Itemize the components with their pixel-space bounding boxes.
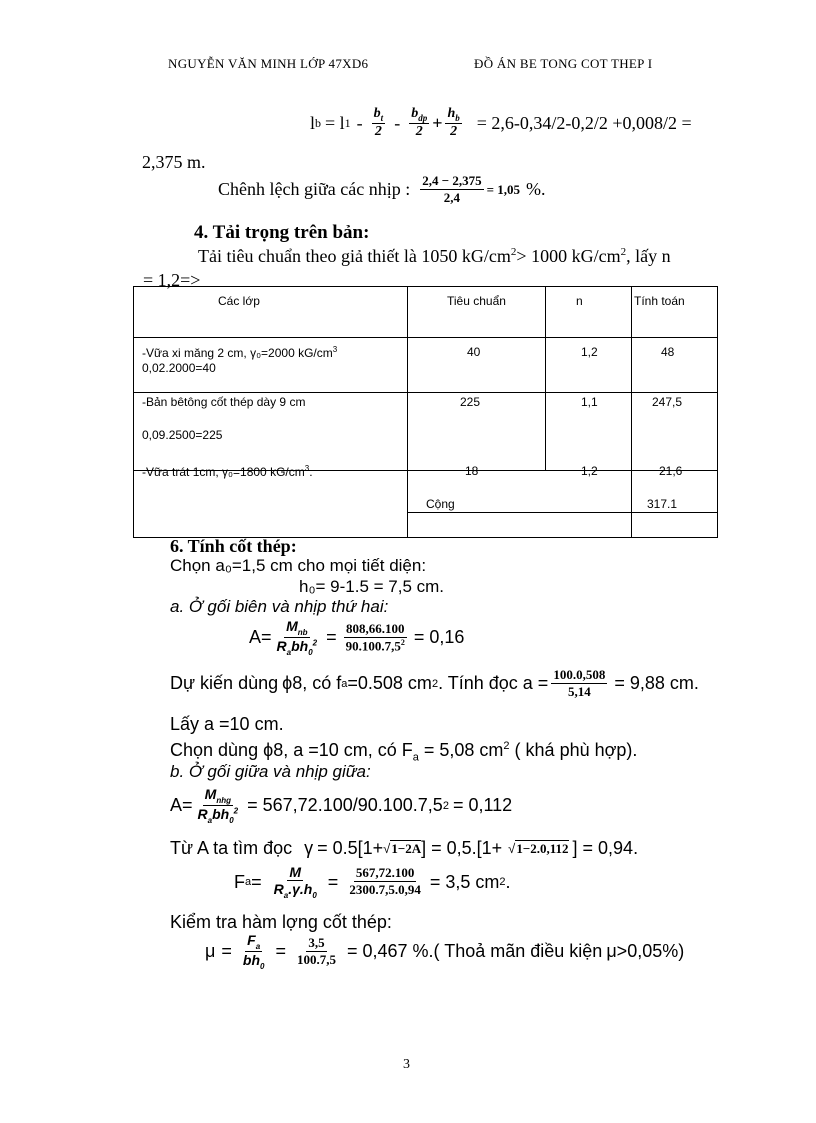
row2-standard: 225 — [460, 395, 481, 409]
span-diff-label: Chênh lệch giữa các nhịp : — [218, 179, 411, 200]
table-hline-1 — [133, 337, 718, 338]
A2-den-sup: 2 — [233, 806, 239, 816]
A2-lhs: A= — [170, 795, 193, 816]
A1-den-sub: a — [286, 647, 292, 657]
mu-vnum: 3,5 — [308, 934, 325, 950]
row1-desc — [142, 345, 337, 360]
choose-line — [170, 740, 637, 764]
part-b-title: b. Ở gối giữa và nhịp giữa: — [170, 762, 371, 781]
bdp-sub: dp — [418, 112, 428, 123]
row2-n: 1,1 — [581, 395, 598, 409]
row1-computed: 48 — [661, 345, 675, 359]
row1-standard: 40 — [467, 345, 481, 359]
choose-c: = 5,08 cm — [418, 740, 504, 760]
section-6-title: 6. Tính cốt thép: — [170, 536, 297, 556]
bt-num: b — [373, 106, 381, 121]
choose-b: 8, a =10 cm, có F — [273, 740, 413, 760]
gamma-a: Từ A ta tìm đọc — [170, 838, 293, 858]
A1-vnum: 808,66.100 — [346, 620, 405, 636]
th-layers: Các lớp — [218, 294, 260, 308]
th-computed: Tính toán — [634, 294, 685, 308]
a0-line: Chọn a₀=1,5 cm cho mọi tiết diện: — [170, 556, 427, 575]
mu-vden: 100.7,5 — [296, 951, 336, 967]
A2-den-sub: a — [207, 815, 213, 825]
A1-den-sup: 2 — [312, 638, 318, 648]
phi8-line — [170, 668, 699, 700]
phi8-a: Dự kiến dùng — [170, 673, 279, 694]
bt-sub: t — [380, 112, 384, 123]
row3-desc-a: -Vữa trát 1cm, γ₀=1800 kG/cm — [142, 465, 305, 479]
Fa-frac — [272, 864, 319, 900]
lb-lhs: l — [310, 112, 316, 133]
bt-den: 2 — [374, 124, 382, 140]
mu-den: bh — [242, 951, 260, 968]
span-diff-frac — [420, 174, 483, 206]
A1-lhs: A= — [249, 627, 272, 648]
A1-result: = 0,16 — [413, 627, 465, 648]
hb-num: h — [447, 106, 456, 121]
Fa-result-tail: . — [505, 871, 511, 892]
row2-desc: -Bản bêtông cốt thép dày 9 cm — [142, 395, 306, 409]
header-author: NGUYỄN VĂN MINH LỚP 47XD6 — [168, 56, 369, 71]
span-diff-result: = 1,05 — [486, 181, 521, 197]
A2-den-tail: bh — [212, 805, 230, 822]
lb-eq: = l — [325, 112, 345, 133]
span-diff-num: 2,4 − 2,375 — [422, 173, 482, 188]
Fa-lhs: F — [234, 871, 245, 892]
phi8-b: 8, có f — [292, 673, 342, 694]
mu-num: F — [247, 932, 256, 948]
mu-frac — [241, 932, 267, 971]
span-diff-unit: %. — [526, 179, 546, 200]
A2-result-sup: 2 — [442, 799, 449, 812]
total-value: 317.1 — [647, 497, 678, 511]
A2-result: = 567,72.100/90.100.7,5 — [247, 795, 443, 816]
A1-frac — [275, 618, 320, 657]
lb-result: = 2,6-0,34/2-0,2/2 +0,008/2 = — [476, 112, 692, 133]
mu-eq: = — [221, 941, 232, 962]
frac-hb — [445, 106, 461, 141]
mu-eq-2: = — [275, 941, 286, 962]
th-standard: Tiêu chuẩn — [447, 294, 506, 308]
s4-line1b: > 1000 kG/cm — [516, 246, 621, 266]
mu-result: = 0,467 %.( Thoả mãn điều kiện — [346, 941, 603, 962]
Fa-result: = 3,5 cm — [429, 871, 500, 892]
choose-d: ( khá phù hợp). — [509, 740, 638, 760]
Fa-den-tail-sub: 0 — [312, 890, 317, 900]
s4-line1a: Tải tiêu chuẩn theo giả thiết là 1050 kG/cm — [198, 246, 511, 266]
section-4-line2: = 1,2=> — [143, 270, 201, 290]
minus-1: - — [356, 112, 363, 133]
table-hline-4 — [407, 512, 718, 513]
lb-lhs-sub: b — [315, 115, 322, 130]
row1-calc: 0,02.2000=40 — [142, 361, 216, 375]
span-diff-den: 2,4 — [443, 189, 461, 205]
gamma-symbol: γ — [304, 838, 314, 858]
header-project-title: ĐỒ ÁN BE TONG COT THEP I — [474, 56, 653, 71]
Fa-formula — [234, 864, 510, 900]
phi8-sup: 2 — [431, 677, 439, 690]
gamma-root-1: 1−2A — [391, 841, 422, 856]
A2-frac — [196, 786, 241, 825]
A1-eq: = — [326, 627, 337, 648]
h0-line: h₀= 9-1.5 = 7,5 cm. — [299, 577, 445, 596]
row3-sup: 3 — [304, 464, 310, 473]
frac-bdp — [409, 106, 429, 141]
gamma-root-2: 1−2.0,112 — [516, 841, 569, 856]
Fa-result-sup: 2 — [499, 876, 506, 889]
mu-formula — [205, 932, 684, 971]
choose-a: Chọn dùng — [170, 740, 259, 760]
row1-desc-a: -Vữa xi măng 2 cm, γ₀=2000 kG/cm — [142, 346, 333, 360]
Fa-num: M — [289, 864, 302, 880]
Fa-value-frac — [347, 866, 423, 898]
page-number: 3 — [403, 1057, 410, 1072]
row3-computed: 21,6 — [659, 464, 683, 478]
bdp-den: 2 — [415, 124, 423, 140]
A2-result-tail: = 0,112 — [452, 795, 513, 816]
A1-den-tail-sub: 0 — [308, 647, 313, 657]
Fa-vnum: 567,72.100 — [355, 865, 415, 881]
Fa-den-sub: a — [283, 890, 289, 900]
phi8-d: . Tính đọc a = — [438, 673, 549, 694]
span-difference — [218, 174, 546, 206]
A1-den: R — [276, 637, 287, 654]
table-vline-2 — [545, 286, 546, 470]
lb-continuation: 2,375 m. — [142, 152, 206, 172]
mu-den-sub: 0 — [260, 961, 265, 971]
frac-bt — [372, 106, 386, 141]
row3-n: 1,2 — [581, 464, 598, 478]
choose-sub: a — [412, 751, 419, 764]
hb-sub: b — [455, 112, 460, 123]
check-line: Kiểm tra hàm lợng cốt thép: — [170, 912, 392, 932]
row1-n: 1,2 — [581, 345, 598, 359]
section-4-title: 4. Tải trọng trên bản: — [194, 222, 370, 243]
mu-num-sub: a — [255, 941, 261, 951]
Fa-lhs-sub: a — [245, 876, 252, 889]
a-num: 100.0,508 — [553, 667, 606, 682]
row3-desc — [142, 464, 313, 479]
Fa-vden: 2300.7,5.0,94 — [349, 882, 421, 898]
Fa-eq: = — [251, 871, 262, 892]
hb-den: 2 — [450, 124, 458, 140]
phi8-c: =0.508 cm — [347, 673, 432, 694]
A1-vden-sup: 2 — [400, 637, 405, 647]
choose-sup: 2 — [503, 740, 510, 752]
row1-sup: 3 — [332, 345, 338, 354]
phi-symbol: ϕ — [282, 673, 293, 694]
table-vline-3 — [631, 286, 632, 538]
A1-num: M — [286, 618, 298, 634]
A2-num-sub: nhg — [216, 795, 231, 805]
s4-sup2: 2 — [620, 246, 627, 258]
A1-den-tail: bh — [291, 637, 309, 654]
A1-vden: 90.100.7,5 — [345, 638, 401, 654]
table-hline-2 — [133, 392, 718, 393]
A1-value-frac — [344, 622, 407, 654]
a-den: 5,14 — [567, 683, 591, 699]
minus-2: - — [394, 112, 401, 133]
A2-num: M — [204, 786, 217, 802]
A1-formula — [249, 618, 464, 657]
l1-sub: 1 — [344, 115, 351, 130]
s4-sup1: 2 — [510, 246, 517, 258]
mu-value-frac — [295, 936, 338, 968]
total-label: Cộng — [426, 497, 455, 511]
lb-formula — [310, 106, 692, 141]
gamma-d: ] = 0,94. — [572, 838, 639, 858]
row3-tail: . — [309, 465, 313, 479]
mu-condition: μ>0,05%) — [606, 941, 685, 962]
Fa-eq-2: = — [327, 871, 339, 892]
row2-calc: 0,09.2500=225 — [142, 428, 223, 442]
bdp-num: b — [411, 106, 419, 121]
section-4-line1 — [198, 246, 671, 267]
gamma-line: Từ A ta tìm đọc γ = 0.5[1+ √ 1−2A ] = 0,5.[1+ √ 1−2.0,112 ] = 0,94. — [170, 838, 639, 858]
mu-symbol: μ — [205, 941, 216, 962]
th-n: n — [576, 294, 583, 308]
A2-formula — [170, 786, 512, 825]
Fa-den-tail: .γ.h — [288, 881, 313, 898]
Fa-den: R — [273, 881, 284, 898]
choose-phi: ϕ — [263, 740, 274, 760]
A1-num-sub: nb — [297, 627, 308, 637]
plus-sign: + — [432, 112, 443, 133]
take-a-line: Lấy a =10 cm. — [170, 714, 284, 734]
gamma-b: = 0.5[1+ — [317, 838, 384, 858]
s4-line1c: , lấy n — [626, 246, 671, 266]
table-vline-1 — [407, 286, 408, 538]
row3-standard: 18 — [465, 464, 479, 478]
row2-computed: 247,5 — [652, 395, 683, 409]
part-a-title: a. Ở gối biên và nhịp thứ hai: — [170, 597, 389, 616]
A2-den-tail-sub: 0 — [229, 815, 234, 825]
a-result: = 9,88 cm. — [614, 673, 699, 694]
gamma-c: ] = 0,5.[1+ — [421, 838, 503, 858]
A2-den: R — [197, 805, 208, 822]
a-frac — [551, 668, 607, 700]
phi8-sub: a — [341, 677, 348, 690]
